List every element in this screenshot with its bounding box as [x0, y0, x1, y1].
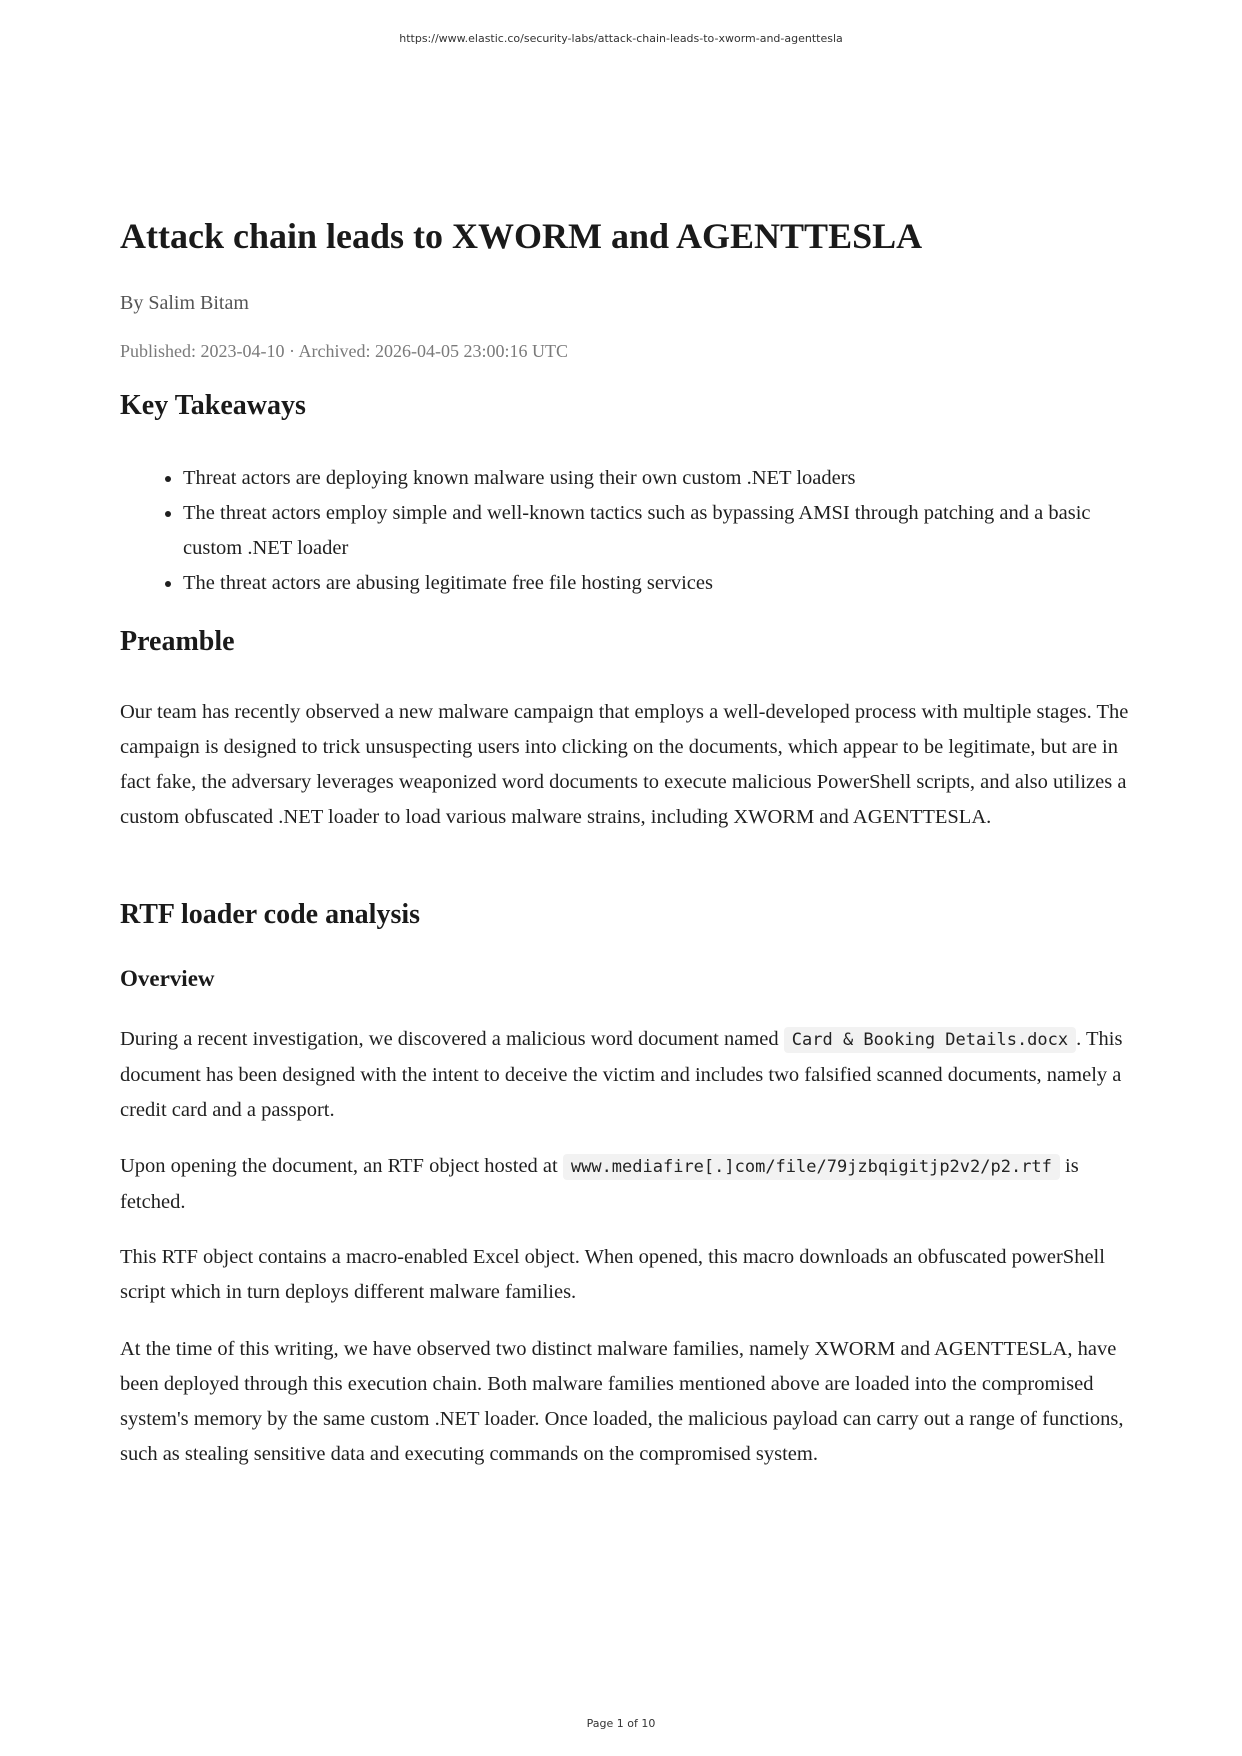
heading-overview: Overview: [120, 966, 215, 991]
list-item: • The threat actors employ simple and well-known tactics such as bypassing AMSI through patching and a basic custom .NET loader: [183, 496, 1130, 566]
page-url[interactable]: https://www.elastic.co/security-labs/attack-chain-leads-to-xworm-and-agenttesla: [399, 32, 843, 45]
paragraph-text: Upon opening the document, an RTF object hosted at: [120, 1155, 563, 1177]
heading-preamble: Preamble: [120, 626, 235, 657]
list-item: • The threat actors are abusing legitimate free file hosting services: [183, 566, 1130, 601]
overview-paragraph-2: [120, 1149, 1130, 1220]
paragraph-text: During a recent investigation, we discovered a malicious word document named: [120, 1028, 784, 1050]
rtf-url-code: www.mediafire[.]com/file/79jzbqigitjp2v2/p2.rtf: [563, 1154, 1060, 1180]
overview-paragraph-1: [120, 1022, 1130, 1128]
list-item: • Threat actors are deploying known malware using their own custom .NET loaders: [183, 461, 1130, 496]
paragraph-text: . This document has been designed with the intent to deceive the victim and includes two falsified scanned documents, namely a credit card and a passport.: [120, 1028, 1123, 1121]
article-title: Attack chain leads to XWORM and AGENTTESLA: [120, 216, 923, 256]
preamble-paragraph: Our team has recently observed a new malware campaign that employs a well-developed process with multiple stages. The campaign is designed to trick unsuspecting users into clicking on the documents, which appear to be legitimate, but are in fact fake, the adversary leverages weaponized word documents to execute malicious PowerShell scripts, and also utilizes a custom obfuscated .NET loader to load various malware strains, including XWORM and AGENTTESLA.: [120, 701, 1129, 828]
overview-paragraph-3: This RTF object contains a macro-enabled Excel object. When opened, this macro downloads an obfuscated powerShell script which in turn deploys different malware families.: [120, 1246, 1105, 1303]
key-takeaways-list: [120, 461, 1130, 601]
heading-key-takeaways: Key Takeaways: [120, 390, 306, 421]
overview-paragraph-4: At the time of this writing, we have observed two distinct malware families, namely XWORM and AGENTTESLA, have been deployed through this execution chain. Both malware families mentioned above are loaded into the compromised system's memory by the same custom .NET loader. Once loaded, the malicious payload can carry out a range of functions, such as stealing sensitive data and executing commands on the compromised system.: [120, 1338, 1124, 1465]
author-byline: By Salim Bitam: [120, 292, 249, 314]
document-filename-code: Card & Booking Details.docx: [784, 1027, 1076, 1053]
heading-rtf-loader-analysis: RTF loader code analysis: [120, 899, 421, 930]
paragraph-text: is fetched.: [120, 1155, 1079, 1213]
page-number: Page 1 of 10: [586, 1717, 656, 1730]
publication-date: Published: 2023-04-10 · Archived: 2026-04-05 23:00:16 UTC: [120, 341, 568, 361]
